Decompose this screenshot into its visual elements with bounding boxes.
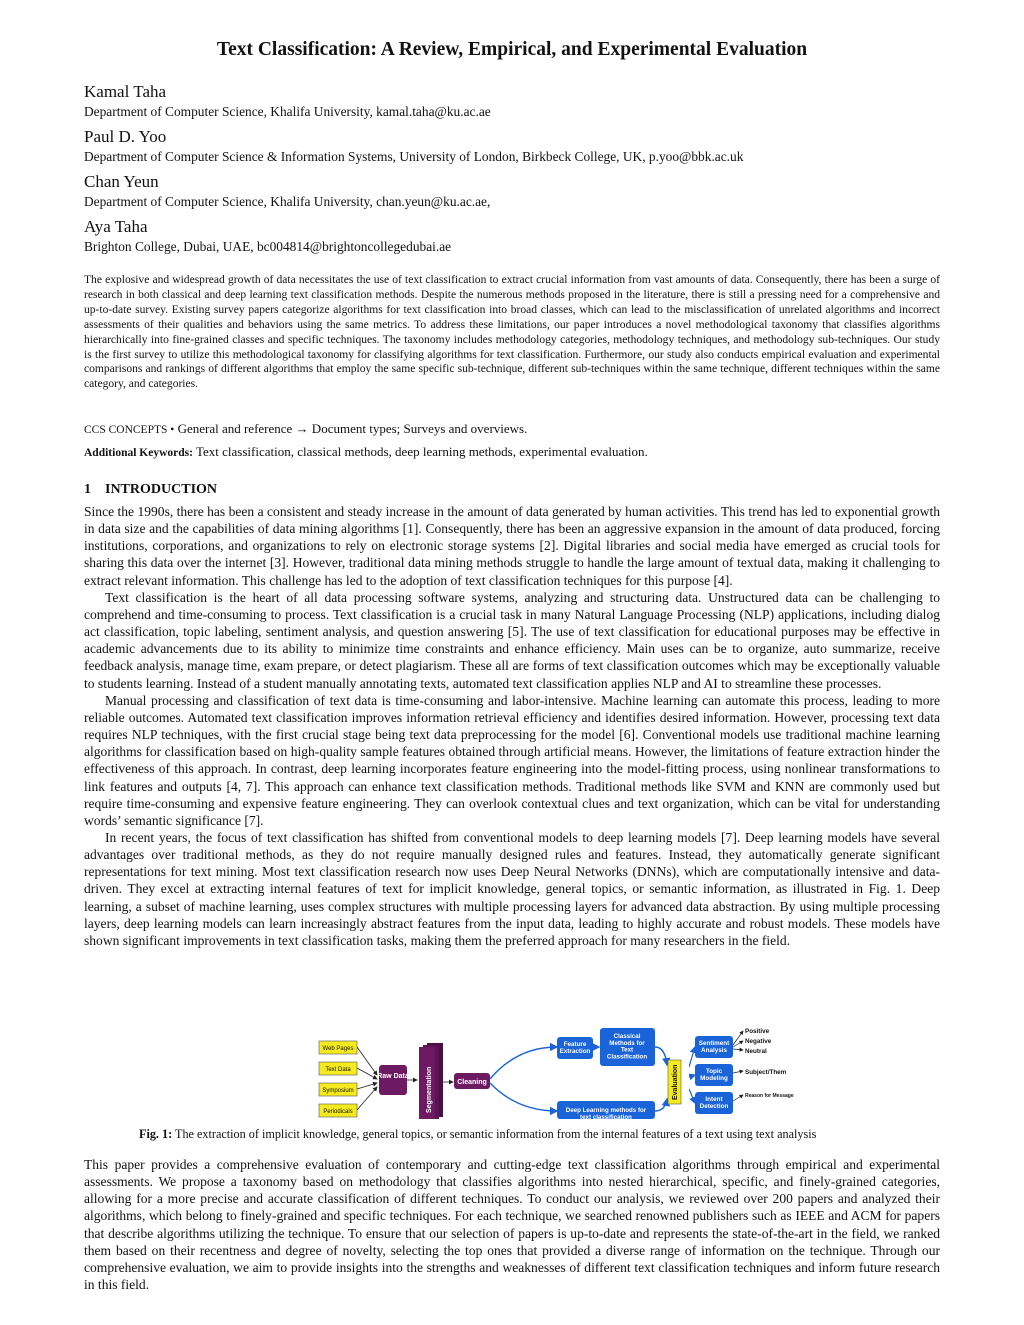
source-label: Web Pages [322,1046,354,1052]
leaf-arrows [733,1031,743,1101]
segmentation-label: Segmentation [426,1066,433,1113]
section-number: 1 [84,482,91,497]
paragraph: Since the 1990s, there has been a consistent and steady increase in the amount of data generated by human activities. This trend has led to exponential growth in data size and the capabilities of data mining algorithms [1]. Consequently, there has been an aggressive expansion in the amount of data produced, forcing institutions, corporations, and organizations to rely on electronic storage systems [2]. Digital libraries and social media have emerged as crucial tools for sharing this data over the internet [3]. However, traditional data mining methods struggle to handle the large amount of textual data, making it challenging to extract relevant information. This challenge has led to the adoption of text classification techniques for this purpose [4]. [84,504,940,588]
leaf-positive: Positive [745,1028,770,1035]
feature-extraction-box [557,1037,593,1059]
leaf-neutral: Neutral [745,1048,767,1055]
paragraph: Manual processing and classification of text data is time-consuming and labor-intensive. Machine learning can automate this process, leading to more reliable outcomes. Automated text classification improves information retrieval efficiency and identifies desired information. However, processing text data requires NLP techniques, with the first crucial stage being text data preprocessing for the model [6]. Conventional models use traditional machine learning algorithms for classification based on high-quality sample features obtained through artificial means. However, the limitations of feature extraction hinder the effectiveness of this approach. In contrast, deep learning incorporates feature engineering into the model-fitting process, using nonlinear transformations to link features and outputs [4, 7]. This approach can enhance text classification methods. Traditional methods like SVM and KNN are commonly used but require time-consuming and expensive feature engineering. They can overlook contextual clues and text organization, which can be vital for understanding words’ semantic significance [7]. [84,692,940,828]
intent-detection-box [695,1092,733,1114]
source-symposium [319,1083,357,1096]
ccs-label: CCS CONCEPTS • [84,424,175,436]
introduction-body [84,503,940,949]
leaf-reason: Reason for Message [745,1093,794,1099]
ccs-text: General and reference → Document types; Surveys and overviews. [177,421,528,436]
keywords [84,444,648,461]
abstract: The explosive and widespread growth of data necessitates the use of text classification to extract crucial information from vast amounts of data. Consequently, there has been a surge of research in both classical and deep learning text classification methods. Despite the numerous methods proposed in the literature, there is still a pressing need for a comprehensive and up-to-date survey. Existing survey papers categorize algorithms for text classification into broad classes, which can lead to the misclassification of unrelated algorithms and incorrect assessments of their qualities and behaviors using the same metrics. To address these limitations, our paper introduces a novel methodological taxonomy that classifies algorithms hierarchically into fine-grained classes and specific techniques. The taxonomy includes methodology categories, methodology techniques, and methodology sub-techniques. Our study is the first survey to utilize this methodological taxonomy for classifying algorithms for text classification. Furthermore, our study also conducts empirical evaluation and experimental comparisons and rankings of different algorithms that employ the same specific sub-technique, different sub-techniques within the same technique, different techniques within the same category, and categories. [84,274,940,391]
source-web-pages [319,1041,357,1054]
author-name: Paul D. Yoo [84,127,167,146]
author-name: Chan Yeun [84,172,159,191]
leaf-subject: Subject/Them [745,1069,787,1076]
source-label: Periodicals [323,1109,353,1115]
sentiment-label: Sentiment Analysis [698,1040,730,1054]
paragraph: Text classification is the heart of all data processing software systems, analyzing and structuring data. Unstructured data can be challenging to comprehend and time-consuming to process. Text classification is a crucial task in many Natural Language Processing (NLP) applications, including dialog act classification, topic labeling, sentiment analysis, and question answering [5]. The use of text classification for educational purposes may be effective in academic advancements due to its ability to minimize time constraints and enhance efficiency. Main uses can be to organize, auto summarize, receive feedback analysis, manage time, exam prepare, or detect plagiarism. These all are forms of text classification outcomes which may be exceptionally valuable to students learning. Instead of a student manually annotating texts, automated text classification applies NLP and AI to streamline these processes. [84,589,940,691]
intent-label: Intent Detection [699,1096,729,1110]
section-title: INTRODUCTION [105,482,218,497]
caption-text: The extraction of implicit knowledge, general topics, or semantic information from the internal features of a text using text analysis [175,1127,817,1141]
cleaning-box [454,1073,490,1089]
author-name: Aya Taha [84,217,148,236]
author-affiliation: Department of Computer Science, Khalifa University, kamal.taha@ku.ac.ae [84,104,491,119]
author-affiliation: Department of Computer Science & Information Systems, University of London, Birkbeck College, UK, p.yoo@bbk.ac.uk [84,149,744,164]
figure-caption [139,1127,939,1142]
ccs-concepts [84,421,527,438]
keywords-label: Additional Keywords: [84,447,193,459]
closing-body [84,1156,940,1293]
classical-methods-label: Classical Methods for Text Classification [606,1033,648,1061]
evaluation-box [668,1060,681,1104]
keywords-text: Text classification, classical methods, deep learning methods, experimental evaluation. [195,444,648,459]
topic-label: Topic Modeling [700,1068,728,1082]
author-affiliation: Brighton College, Dubai, UAE, bc004814@brightoncollegedubai.ae [84,239,452,254]
topic-modeling-box [695,1064,733,1086]
author-affiliation: Department of Computer Science, Khalifa University, chan.yeun@ku.ac.ae, [84,194,491,209]
evaluation-label: Evaluation [672,1064,679,1100]
pipeline-diagram [317,1025,717,1120]
pipeline-diagram-outputs [689,1025,809,1120]
source-arrows [357,1047,377,1110]
figure-1 [317,1025,794,1120]
deep-learning-box [557,1101,655,1120]
leaf-negative: Negative [745,1038,772,1045]
paper-title: Text Classification: A Review, Empirical, and Experimental Evaluation [216,39,808,60]
deep-learning-label: Deep Learning methods for text classification [565,1107,647,1120]
raw-data-label: Raw Data [377,1073,409,1080]
feature-extraction-label: Feature Extraction [559,1041,591,1055]
caption-label: Fig. 1: [139,1127,173,1141]
paragraph: This paper provides a comprehensive evaluation of contemporary and cutting-edge text classification algorithms through empirical and experimental assessments. We propose a taxonomy based on methodology that classifies algorithms into nested hierarchical, specific, and finely-grained categories, allowing for a more precise and accurate classification of different techniques. To conduct our analysis, we reviewed over 200 papers and analyzed their algorithms, which belong to finely-grained and specific techniques. For each technique, we searched renowned publishers such as IEEE and ACM for papers that describe algorithms utilizing the technique. To ensure that our selection of papers is up-to-date and represents the state-of-the-art in the field, we ranked them based on their recentness and degree of novelty, selecting the top ones that provided a diverse range of information on the technique. Through our comprehensive evaluation, we aim to provide insights into the strengths and weaknesses of different text classification techniques and inform future research in this field. [84,1157,940,1293]
raw-data-box [377,1065,409,1095]
source-text-data [319,1062,357,1075]
sentiment-analysis-box [695,1036,733,1058]
paragraph: In recent years, the focus of text classification has shifted from conventional models to deep learning models [7]. Deep learning models have several advantages over traditional methods, as they do not require manually designed rules and features. Instead, they automatically generate significant representations for text mining. Most text classification research now uses Deep Neural Networks (DNNs), which are computationally intensive and data-driven. They excel at extracting internal features of text for implicit knowledge, general topics, or semantic information, as illustrated in Fig. 1. Deep learning, a subset of machine learning, uses complex structures with multiple processing layers for advanced data abstraction. By using multiple processing layers, deep learning models can learn increasingly abstract features from the input data, leading to highly accurate and robust models. These models have shown significant improvements in text classification tasks, making them the preferred approach for many researchers in the field. [84,829,940,948]
cleaning-label: Cleaning [457,1079,487,1086]
section-heading [84,481,217,498]
source-label: Text Data [325,1067,351,1073]
source-label: Symposium [322,1088,354,1094]
segmentation-stack [419,1043,443,1119]
output-arrows [689,1047,695,1103]
author-name: Kamal Taha [84,82,167,101]
source-periodicals [319,1104,357,1117]
classical-methods-box [600,1028,655,1066]
